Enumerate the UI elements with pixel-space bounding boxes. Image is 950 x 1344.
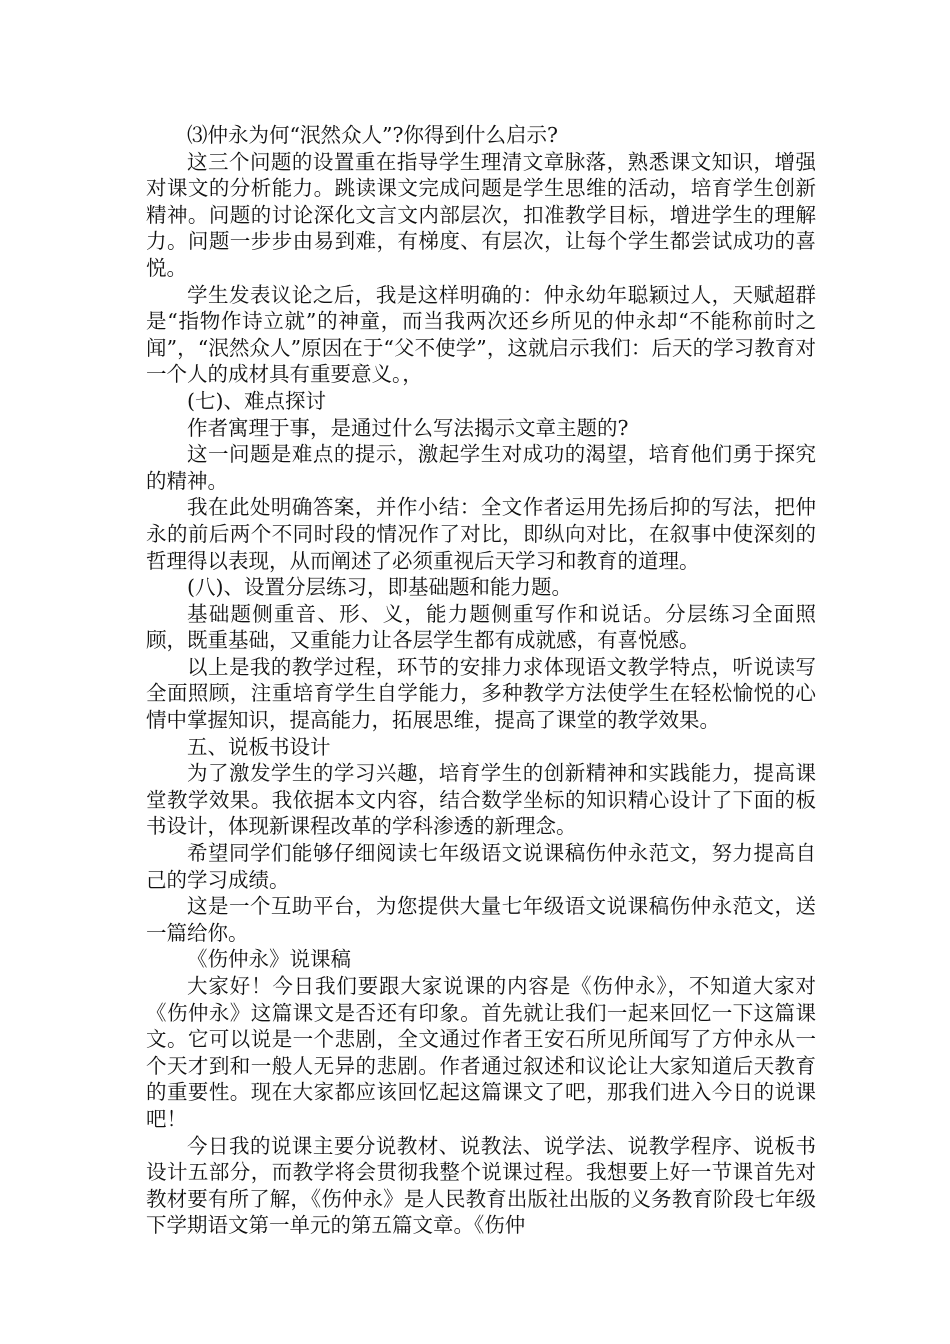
paragraph-question-design: 这三个问题的设置重在指导学生理清文章脉落，熟悉课文知识，增强对课文的分析能力。跳读课文完成问题是学生思维的活动，培育学生创新精神。问题的讨论深化文言文内部层次，扣准教学目标，增进学生的理解力。问题一步步由易到难，有梯度、有层次，让每个学生都尝试成功的喜悦。 [146,149,816,280]
paragraph-exercises: 基础题侧重音、形、义，能力题侧重写作和说话。分层练习全面照顾，既重基础，又重能力让各层学生都有成就感，有喜悦感。 [146,601,816,653]
question-3: ⑶仲永为何“泯然众人”?你得到什么启示? [187,123,558,147]
paragraph-difficulty-question: 作者寓理于事，是通过什么写法揭示文章主题的? [187,415,629,440]
document-body [146,122,816,1239]
paragraph-difficulty-hint: 这一问题是难点的提示，激起学生对成功的渴望，培育他们勇于探究的精神。 [146,442,816,493]
section-heading-exercises: (八)、设置分层练习，即基础题和能力题。 [187,575,572,600]
section-heading-board-design: 五、说板书设计 [187,734,331,759]
paragraph-outline: 今日我的说课主要分说教材、说教法、说学法、说教学程序、说板书设计五部分，而教学将会贯彻我整个说课过程。我想要上好一节课首先对教材要有所了解，《伤仲永》是人民教育出版社出版的义务教育阶段七年级下学期语文第一单元的第五篇文章。《伤仲 [146,1133,816,1238]
paragraph-summary: 我在此处明确答案，并作小结：全文作者运用先扬后抑的写法，把仲永的前后两个不同时段的情况作了对比，即纵向对比，在叙事中使深刻的哲理得以表现，从而阐述了必须重视后天学习和教育的道理。 [146,495,816,573]
paragraph-process-summary: 以上是我的教学过程，环节的安排力求体现语文教学特点，听说读写全面照顾，注重培育学生自学能力，多种教学方法使学生在轻松愉悦的心情中掌握知识，提高能力，拓展思维，提高了课堂的教学效果。 [146,654,816,733]
paragraph-student-discussion: 学生发表议论之后，我是这样明确的：仲永幼年聪颖过人，天赋超群是“指物作诗立就”的神童，而当我两次还乡所见的仲永却“不能称前时之闻”，“泯然众人”原因在于“父不使学”，这就启示我们：后天的学习教育对一个人的成材具有重要意义。， [146,282,816,387]
paragraph-platform: 这是一个互助平台，为您提供大量七年级语文说课稿伤仲永范文，送一篇给你。 [146,894,816,945]
document-title: 《伤仲永》说课稿 [187,947,351,972]
paragraph-board-design: 为了激发学生的学习兴趣，培育学生的创新精神和实践能力，提高课堂教学效果。我依据本文内容，结合数学坐标的知识精心设计了下面的板书设计，体现新课程改革的学科渗透的新理念。 [146,761,816,839]
section-heading-difficulty: (七)、难点探讨 [187,388,326,413]
paragraph-greeting: 大家好！今日我们要跟大家说课的内容是《伤仲永》，不知道大家对《伤仲永》这篇课文是否还有印象。首先就让我们一起来回忆一下这篇课文。它可以说是一个悲剧，全文通过作者王安石所见所闻写了方仲永从一个天才到和一般人无异的悲剧。作者通过叙述和议论让大家知道后天教育的重要性。现在大家都应该回忆起这篇课文了吧，那我们进入今日的说课吧！ [146,974,816,1131]
paragraph-hope: 希望同学们能够仔细阅读七年级语文说课稿伤仲永范文，努力提高自己的学习成绩。 [146,841,816,892]
